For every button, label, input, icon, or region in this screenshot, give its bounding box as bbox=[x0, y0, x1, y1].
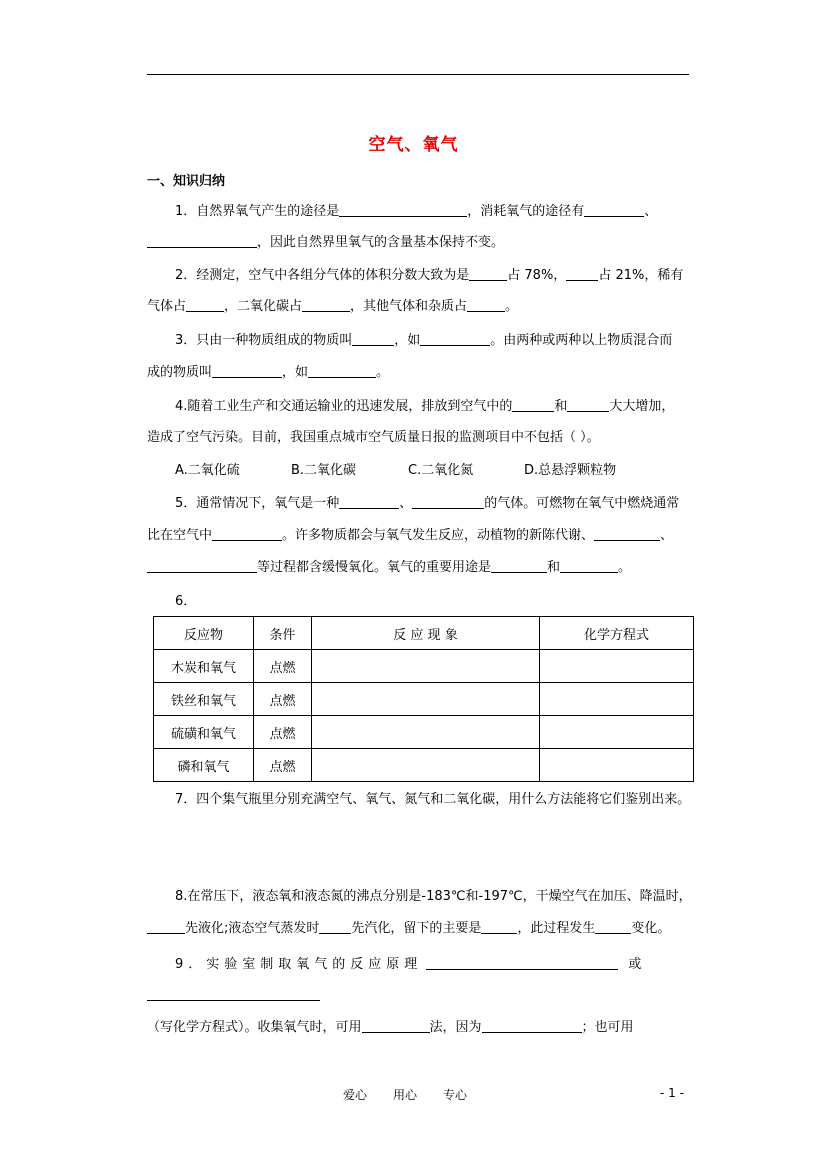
question-1-line-1: 1．自然界氧气产生的途径是 ，消耗氧气的途径有 、 bbox=[175, 204, 658, 219]
option-d: D.总悬浮颗粒物 bbox=[524, 463, 617, 478]
question-5-line-1: 5．通常情况下，氧气是一种 、 的气体。可燃物在氧气中燃烧通常 bbox=[175, 496, 680, 511]
table-cell bbox=[312, 716, 540, 749]
header-cell: 反应物 bbox=[154, 617, 254, 650]
question-5-line-3: 等过程都含缓慢氧化。氧气的重要用途是 和 。 bbox=[147, 558, 631, 578]
table-cell: 点燃 bbox=[254, 716, 312, 749]
header-cell: 条件 bbox=[254, 617, 312, 650]
table-header-row bbox=[154, 617, 694, 650]
question-6-label: 6． bbox=[175, 594, 197, 609]
table-row bbox=[154, 683, 694, 716]
option-a: A.二氧化硫 bbox=[175, 463, 240, 478]
footer-motto: 爱心 用心 专心 bbox=[343, 1088, 468, 1102]
page-number: - 1 - bbox=[660, 1086, 684, 1100]
table-row bbox=[154, 650, 694, 683]
table-cell bbox=[312, 650, 540, 683]
question-5-line-2: 比在空气中 。许多物质都会与氧气发生反应，动植物的新陈代谢、 、 bbox=[147, 528, 674, 543]
question-4-line-1: 4.随着工业生产和交通运输业的迅速发展，排放到空气中的 和 大大增加， bbox=[175, 399, 675, 414]
table-cell bbox=[312, 683, 540, 716]
table-cell bbox=[540, 650, 694, 683]
table-cell: 点燃 bbox=[254, 749, 312, 782]
option-c: C.二氧化氮 bbox=[408, 463, 474, 478]
table-row bbox=[154, 716, 694, 749]
table-cell: 铁丝和氧气 bbox=[154, 683, 254, 716]
table-cell: 硫磺和氧气 bbox=[154, 716, 254, 749]
question-4-line-2: 造成了空气污染。目前，我国重点城市空气质量日报的监测项目中不包括（ ）。 bbox=[147, 430, 600, 445]
table-cell: 点燃 bbox=[254, 683, 312, 716]
option-b: B.二氧化碳 bbox=[291, 463, 357, 478]
section-heading: 一、知识归纳 bbox=[147, 174, 226, 189]
question-9-line-1: 9．实验室制取氧气的反应原理 或 bbox=[175, 957, 647, 972]
answer-line bbox=[147, 1000, 320, 1001]
question-3-line-1: 3．只由一种物质组成的物质叫 ，如 。由两种或两种以上物质混合而 bbox=[175, 333, 673, 348]
page-title: 空气、氧气 bbox=[368, 135, 459, 155]
table-row bbox=[154, 749, 694, 782]
table-cell bbox=[540, 683, 694, 716]
reaction-table bbox=[153, 616, 694, 782]
question-1-line-2: ，因此自然界里氧气的含量基本保持不变。 bbox=[147, 233, 504, 253]
header-cell: 反 应 现 象 bbox=[312, 617, 540, 650]
table-cell bbox=[540, 749, 694, 782]
table-cell bbox=[540, 716, 694, 749]
table-cell: 磷和氧气 bbox=[154, 749, 254, 782]
question-2-line-1: 2．经测定，空气中各组分气体的体积分数大致为是 占 78%， 占 21%，稀有 bbox=[175, 268, 684, 283]
table-cell: 点燃 bbox=[254, 650, 312, 683]
header-cell: 化学方程式 bbox=[540, 617, 694, 650]
question-7: 7．四个集气瓶里分别充满空气、氧气、氮气和二氧化碳，用什么方法能将它们鉴别出来。 bbox=[175, 792, 691, 807]
question-3-line-2: 成的物质叫 ，如 。 bbox=[147, 365, 390, 380]
header-rule bbox=[147, 74, 689, 75]
question-8-line-2: 先液化;液态空气蒸发时 先汽化，留下的主要是 ，此过程发生 变化。 bbox=[147, 919, 670, 939]
question-2-line-2: 气体占 ，二氧化碳占 ，其他气体和杂质占 。 bbox=[147, 299, 519, 314]
table-cell: 木炭和氧气 bbox=[154, 650, 254, 683]
table-cell bbox=[312, 749, 540, 782]
question-8-line-1: 8.在常压下，液态氧和液态氮的沸点分别是-183℃和-197℃，干燥空气在加压、降温时， bbox=[175, 889, 692, 904]
question-10-line: （写化学方程式）。收集氧气时，可用 法，因为 ；也可用 bbox=[147, 1020, 634, 1035]
